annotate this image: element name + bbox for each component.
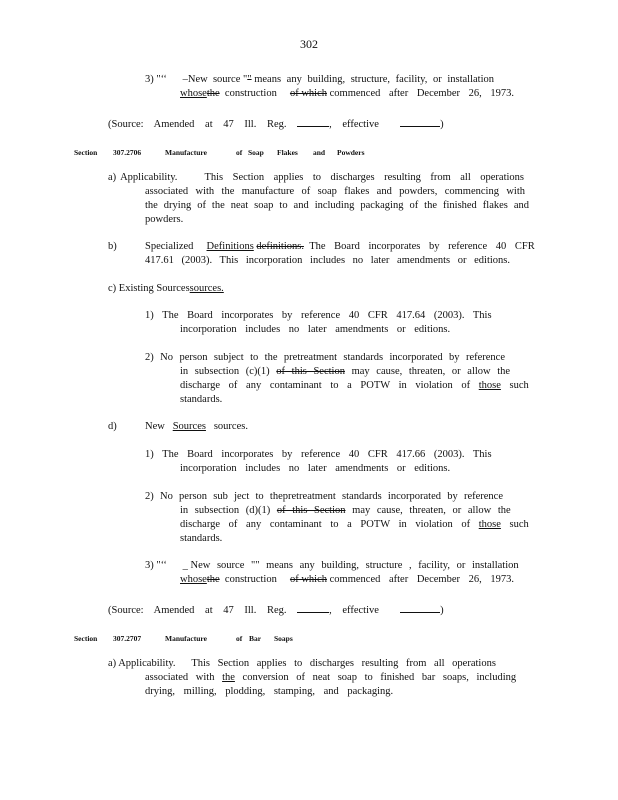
new-sources-item2-line4: standards.	[180, 533, 223, 544]
applicability-paragraph: a) Applicability. This Section applies to discharges resulting from all operations	[108, 172, 525, 183]
existing-sources-item2-line2: in subsection (c)(1) of this Section may cause, threaten, or allow the	[180, 366, 511, 377]
section-heading-2706: Section 307.2706 Manufacture of Soap Flakes and Powders	[74, 148, 365, 157]
applicability-line4: powders.	[145, 214, 184, 225]
new-sources-item1: 1) The Board incorporates by reference 40 CFR 417.66 (2003). This	[145, 449, 492, 460]
new-sources-heading: New Sources sources.	[145, 421, 248, 432]
bar-soaps-applicability: a) Applicability. This Section applies to discharges resulting from all operations	[108, 658, 496, 669]
bar-soaps-applicability-line3: drying, milling, plodding, stamping, and packaging.	[145, 686, 394, 697]
new-sources-label: d)	[108, 421, 117, 432]
existing-sources-item1: 1) The Board incorporates by reference 40 CFR 417.64 (2003). This	[145, 310, 492, 321]
page-number: 302	[300, 37, 318, 51]
existing-sources-item2: 2) No person subject to the pretreatment standards incorporated by reference	[145, 352, 505, 363]
existing-sources-item2-line4: standards.	[180, 394, 223, 405]
source-note: (Source: Amended at 47 Ill. Reg. , effective )	[108, 116, 444, 132]
existing-sources-item1-cont: incorporation includes no later amendments or editions.	[180, 324, 451, 335]
new-sources-item2-line3: discharge of any contaminant to a POTW in violation of those such	[180, 519, 529, 530]
new-sources-definition-cont: whosethe construction of which commenced after December 26, 1973.	[180, 574, 514, 585]
new-sources-definition: 3) "‘‘ _ New source "" means any building, structure , facility, or installation	[145, 560, 519, 571]
existing-sources-item2-line3: discharge of any contaminant to a POTW in violation of those such	[180, 380, 529, 391]
new-sources-item2: 2) No person sub ject to thepretreatment standards incorporated by reference	[145, 491, 503, 502]
source-note-2: (Source: Amended at 47 Ill. Reg. , effective )	[108, 602, 444, 618]
specialized-definitions-label: b)	[108, 241, 117, 252]
applicability-line2: associated with the manufacture of soap flakes and powders, commencing with	[145, 186, 525, 197]
new-sources-item1-cont: incorporation includes no later amendments or editions.	[180, 463, 451, 474]
applicability-line3: the drying of the neat soap to and including packaging of the finished flakes and	[145, 200, 529, 211]
new-sources-item2-line2: in subsection (d)(1) of this Section may cause, threaten, or allow the	[180, 505, 511, 516]
bar-soaps-applicability-line2: associated with the conversion of neat soap to finished bar soaps, including	[145, 672, 517, 683]
specialized-definitions-line1: Specialized Definitions definitions. The Board incorporates by reference 40 CFR	[145, 241, 535, 252]
new-source-definition-cont: whosethe construction of which commenced after December 26, 1973.	[180, 88, 514, 99]
section-heading-2707: Section 307.2707 Manufacture of Bar Soaps	[74, 634, 293, 643]
specialized-definitions-line2: 417.61 (2003). This incorporation includes no later amendments or editions.	[145, 255, 510, 266]
new-source-definition: 3) "‘‘ –New source "" means any building, structure, facility, or installation	[145, 74, 495, 85]
existing-sources-heading: c) Existing Sourcessources.	[108, 283, 224, 294]
